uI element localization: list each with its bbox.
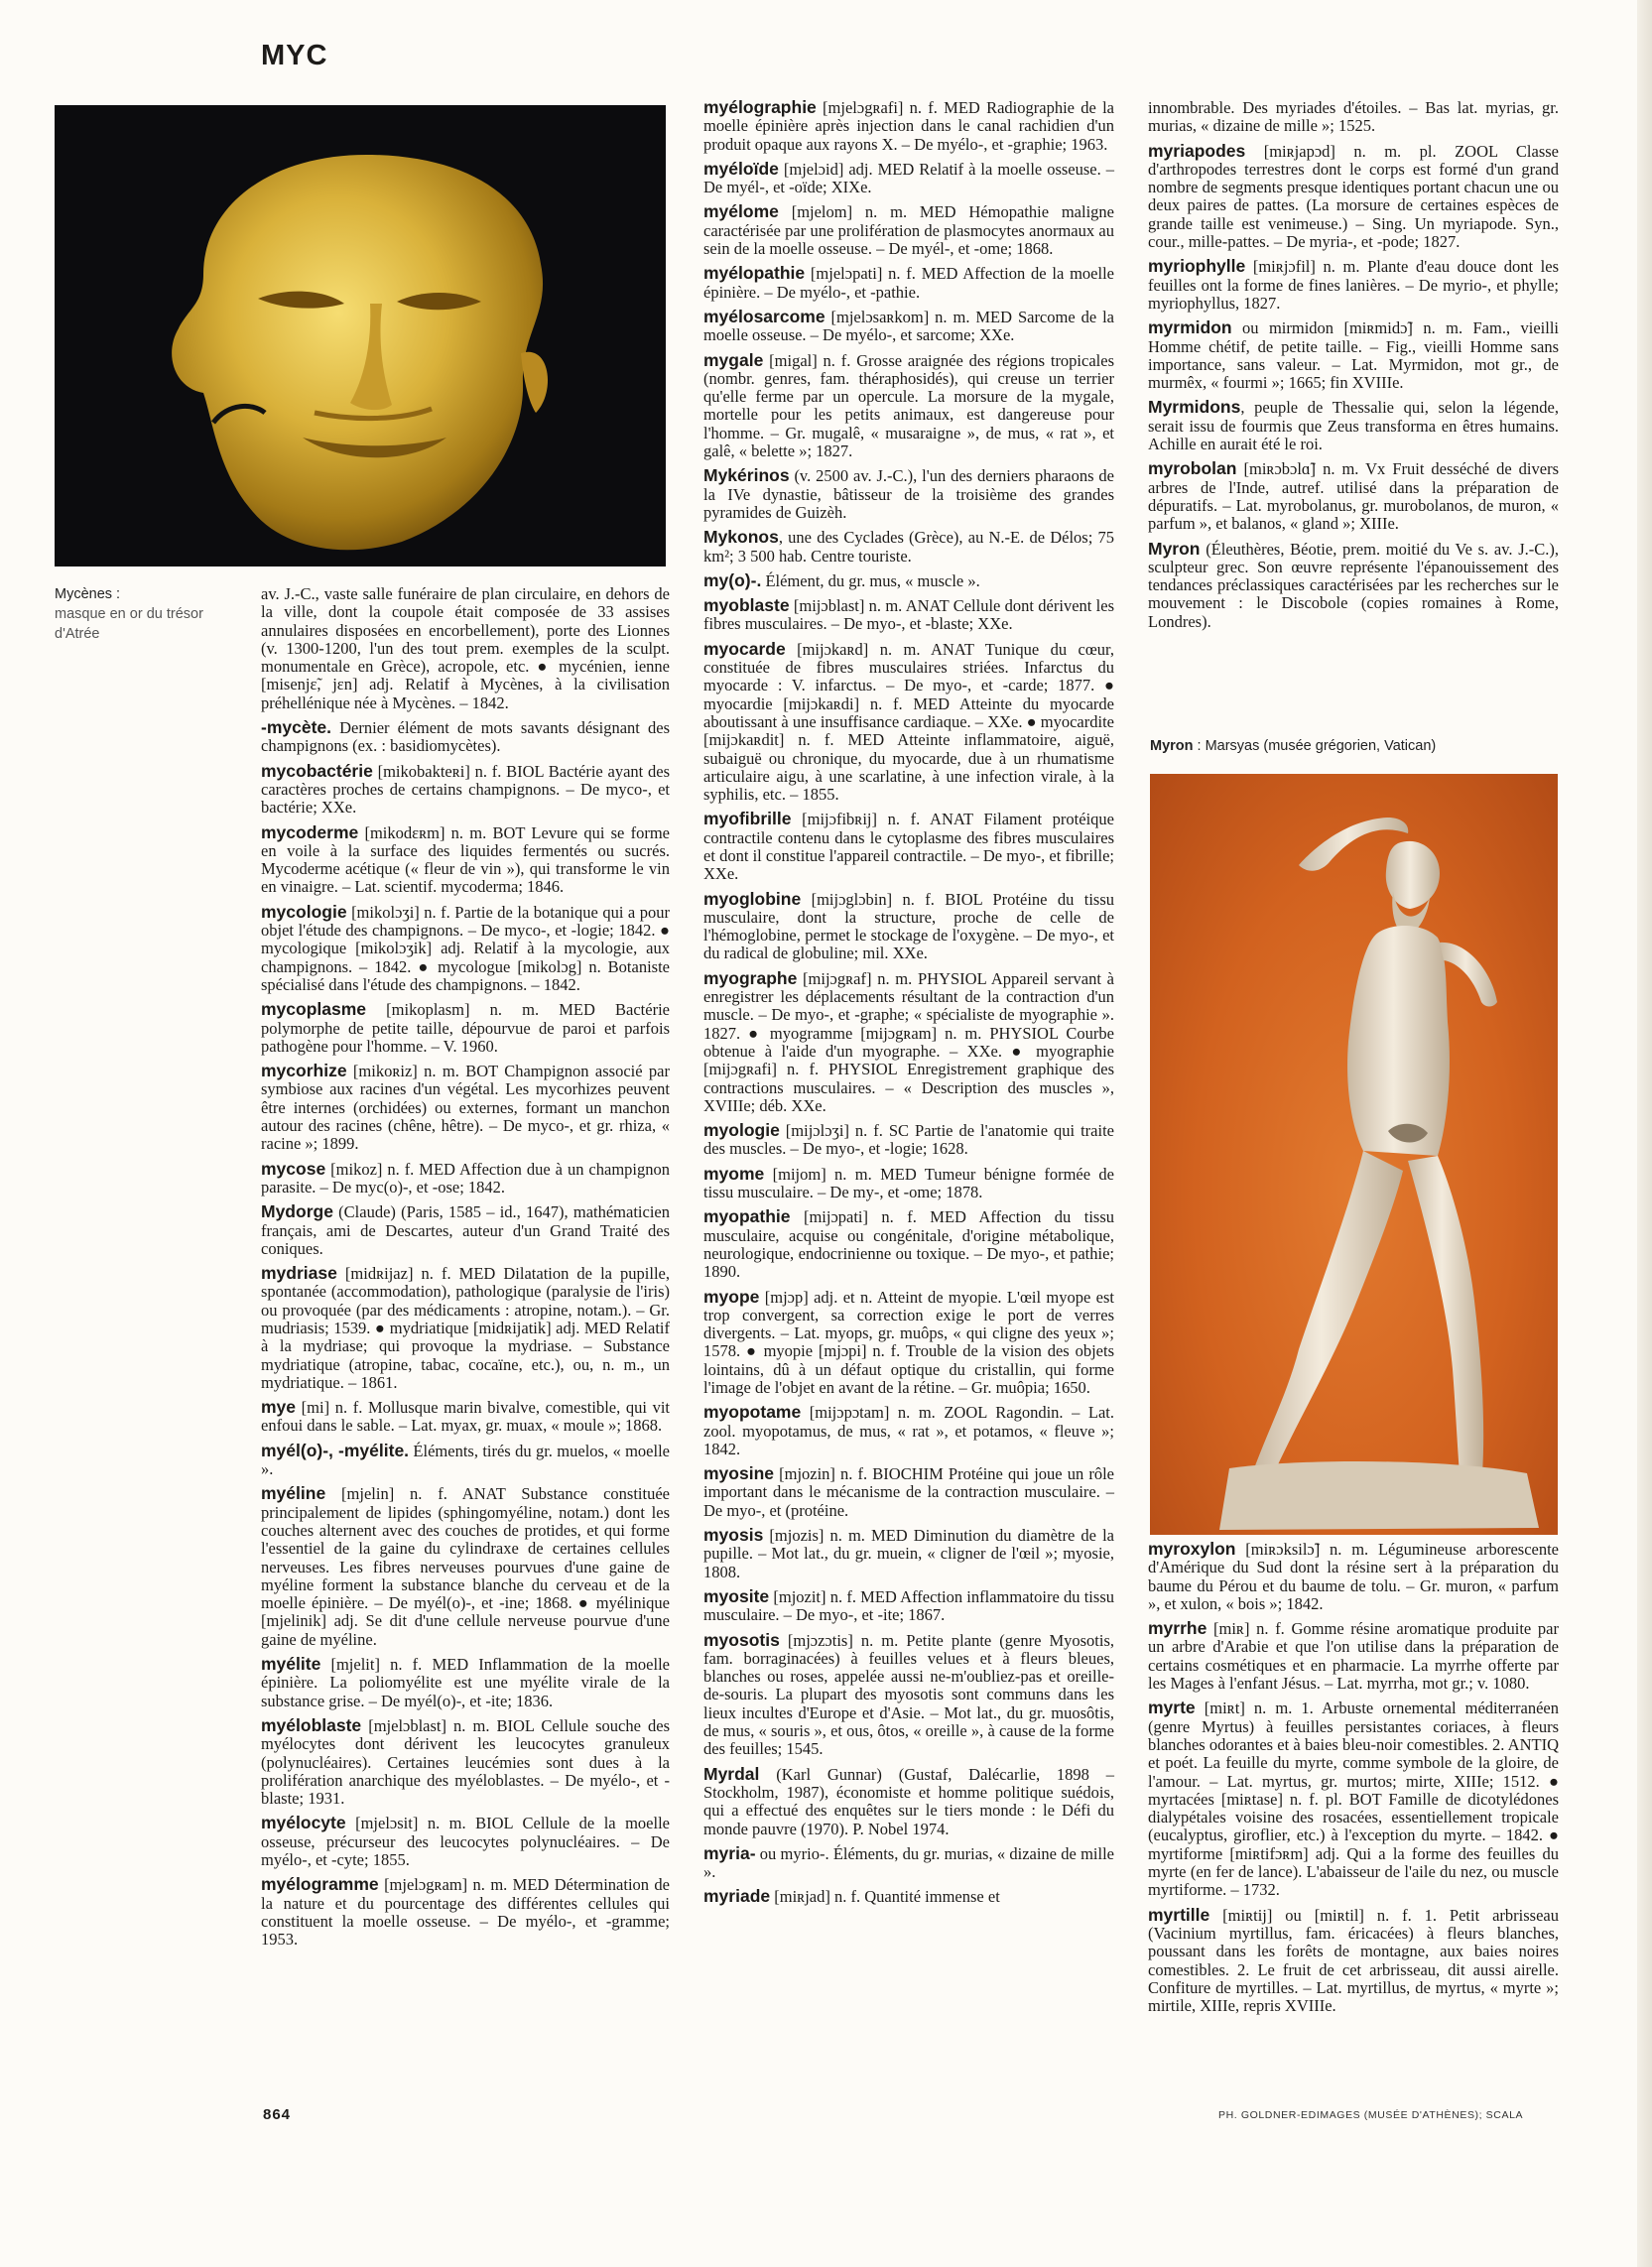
dictionary-entry <box>261 1203 670 1258</box>
dictionary-entry <box>261 1399 670 1436</box>
dictionary-entry <box>703 569 1114 590</box>
entry-headword: myosite <box>703 1585 770 1606</box>
dictionary-entry <box>1148 1904 1559 2016</box>
entry-definition: [miʀjad] n. f. Quantité immense et <box>770 1887 1000 1907</box>
dictionary-entry <box>261 901 670 994</box>
statue-caption <box>1150 738 1567 754</box>
dictionary-entry <box>703 1888 1114 1906</box>
entry-definition: [mjozis] n. m. MED Diminution du diamètre de la pupille. – Mot lat., du gr. muein, « cligner de l'œil »; myosie, 1808. <box>703 1526 1114 1581</box>
dictionary-entry <box>703 349 1114 461</box>
dictionary-entry <box>703 99 1114 154</box>
dictionary-entry <box>703 529 1114 566</box>
column-1 <box>261 585 670 1955</box>
dictionary-entry <box>703 1842 1114 1882</box>
mask-caption <box>55 584 233 644</box>
entry-headword: myélocyte <box>261 1813 346 1833</box>
entry-headword: myologie <box>703 1120 780 1141</box>
entry-definition: [miʀjapɔd] n. m. pl. ZOOL Classe d'arthropodes terrestres dont le corps est formé d'un grand nombre de segments presque identiques portant chacun une ou deux paires de pattes. (La morsure de certaines espèces de grande taille est venimeuse.) – Sing. Un myriapode. Syn., cour., mille-pattes. – De myria-, et -pode; 1827. <box>1148 141 1559 252</box>
dictionary-entry <box>703 265 1114 302</box>
entry-headword: myopathie <box>703 1206 791 1227</box>
dictionary-entry <box>1148 538 1559 631</box>
entry-definition: [mjelɔsaʀkom] n. m. MED Sarcome de la moelle osseuse. – De myélo-, et sarcome; XXe. <box>703 307 1114 345</box>
entry-definition: , une des Cyclades (Grèce), au N.-E. de Délos; 75 km²; 3 500 hab. Centre touriste. <box>703 528 1114 566</box>
dictionary-entry <box>261 1440 670 1479</box>
entry-definition: [miʀɔksilɔ̃] n. m. Légumineuse arborescente d'Amérique du Sud dont la résine sert à la préparation du baume du Pérou et du baume de tolu. – Gr. muron, « parfum », et xulon, « bois »; 1842. <box>1148 1540 1559 1613</box>
entry-headword: myoglobine <box>703 888 802 909</box>
entry-definition: (Claude) (Paris, 1585 – id., 1647), mathématicien français, ami de Descartes, auteur d'un Grand Traité des coniques. <box>261 1202 670 1258</box>
dictionary-entry <box>261 1485 670 1649</box>
entry-headword: Mykonos <box>703 527 779 548</box>
entry-headword: myrobolan <box>1148 458 1237 479</box>
photo-credit: PH. GOLDNER-EDIMAGES (MUSÉE D'ATHÈNES); SCALA <box>1218 2109 1524 2121</box>
entry-headword: myosotis <box>703 1629 780 1650</box>
entry-definition: [miʀ] n. f. Gomme résine aromatique produite par un arbre d'Arabie et que l'on utilise dans la préparation de certains cosmétiques et en pharmacie. La myrrhe offerte par les Mages à l'enfant Jésus. – Lat. myrrha, mot gr.; v. 1080. <box>1148 1619 1559 1694</box>
mask-photo <box>55 105 666 567</box>
entry-definition: [mikolɔʒi] n. f. Partie de la botanique qui a pour objet l'étude des champignons. – De myco-, et -logie; 1842. ● mycologique [mikolɔʒik] adj. Relatif à la mycologie, aux champignons. – 1842. ● mycologue [mikolɔg] n. Botaniste spécialisé dans l'étude des champignons. – 1842. <box>261 902 670 994</box>
entry-headword: myome <box>703 1163 765 1184</box>
entry-headword: mye <box>261 1397 297 1418</box>
entry-headword: mycologie <box>261 901 347 922</box>
marsyas-statue-image <box>1150 774 1558 1535</box>
page-number: 864 <box>263 2106 292 2123</box>
entry-headword: myope <box>703 1286 760 1307</box>
entry-headword: Mydorge <box>261 1201 333 1222</box>
dictionary-entry <box>1148 1541 1559 1613</box>
column-2 <box>703 99 1114 1914</box>
entry-definition: [mjɔzɔtis] n. m. Petite plante (genre Myosotis, fam. borraginacées) à feuilles velues et à fleurs bleues, blanches ou roses, appelée aussi ne-m'oubliez-pas et oreille-de-souris. La plupart des myosotis sont communs dans les lieux incultes d'Europe et d'Asie. – Mot lat., du gr. muosôtis, de mus, « souris », et ous, ôtos, « oreille », à cause de la forme des feuilles; 1545. <box>703 1630 1114 1759</box>
entry-definition: [miʀɔbɔlɑ̃] n. m. Vx Fruit desséché de divers arbres de l'Inde, autref. utilisé dans la préparation de dépuratifs. – Lat. myrobolanus, gr. murobolanos, de muron, « parfum », et balanos, « gland »; XIIIe. <box>1148 459 1559 534</box>
dictionary-entry <box>703 1122 1114 1159</box>
dictionary-entry <box>703 1404 1114 1458</box>
entry-definition: [mijɔpati] n. f. MED Affection du tissu musculaire, acquise ou congénitale, d'origine métabolique, neurologique, endocrinienne ou toxique. – De myo-, et pathie; 1890. <box>703 1207 1114 1282</box>
entry-headword: Mykérinos <box>703 465 790 486</box>
entry-definition: [mijɔgʀaf] n. m. PHYSIOL Appareil servant à enregistrer les déplacements résultant de la contraction d'un muscle. – De myo-, et -graphe; « spécialiste de myographie ». 1827. ● myogramme [mijɔgʀam] n. m. PHYSIOL Courbe obtenue à l'aide d'un myographe. – XXe. ● myographie [mijɔgʀafi] n. f. PHYSIOL Enregistrement graphique des contractions musculaires. – « Description des muscles », XVIIIe; déb. XXe. <box>703 968 1114 1115</box>
dictionary-entry <box>703 1286 1114 1398</box>
entry-definition: (Éleuthères, Béotie, prem. moitié du Ve s. av. J.-C.), sculpteur grec. Son œuvre représente l'épanouissement des tendances préclassiques caractérisées par les recherches sur le mouvement : le Discobole (copies romaines à Rome, Londres). <box>1148 539 1559 631</box>
dictionary-entry <box>1148 460 1559 533</box>
entry-definition: [mi] n. f. Mollusque marin bivalve, comestible, qui vit enfoui dans le sable. – Lat. myax, gr. muax, « moule »; 1868. <box>261 1398 670 1436</box>
dictionary-entry <box>703 1629 1114 1759</box>
entry-headword: Myron <box>1148 538 1201 559</box>
dictionary-entry <box>703 467 1114 522</box>
entry-headword: myographe <box>703 967 798 988</box>
entry-headword: myél(o)-, -myélite. <box>261 1440 410 1460</box>
statue-caption-rest: : Marsyas (musée grégorien, Vatican) <box>1193 738 1437 754</box>
entry-headword: mycoplasme <box>261 999 367 1020</box>
dictionary-entry <box>703 1208 1114 1281</box>
entry-headword: myélopathie <box>703 263 806 284</box>
dictionary-entry <box>1148 140 1559 252</box>
entry-headword: mycobactérie <box>261 760 373 781</box>
mask-caption-title: Mycènes : <box>55 586 121 602</box>
entry-definition: [mjelɔid] adj. MED Relatif à la moelle osseuse. – De myél-, et -oïde; XIXe. <box>703 159 1114 197</box>
entry-definition: [mjɔp] adj. et n. Atteint de myopie. L'œil myope est trop convergent, sa correction exige le port de verres divergents. – Lat. myops, gr. muôps, « qui cligne des yeux »; 1578. ● myopie [mjɔpi] n. f. Trouble de la vision des objets lointains, dû à un défaut optique du cristallin, qui forme l'image de l'objet en avant de la rétine. – Gr. muôpia; 1650. <box>703 1287 1114 1397</box>
dictionary-entry <box>1148 319 1559 392</box>
dictionary-entry <box>261 585 670 712</box>
entry-headword: myélome <box>703 201 779 222</box>
dictionary-entry <box>703 1527 1114 1581</box>
statue-photo <box>1150 774 1558 1535</box>
entry-headword: Myrmidons <box>1148 397 1241 418</box>
dictionary-entry <box>703 638 1114 805</box>
dictionary-entry <box>261 1714 670 1809</box>
entry-headword: myéloïde <box>703 158 779 179</box>
entry-headword: myélosarcome <box>703 306 826 326</box>
entry-definition: av. J.-C., vaste salle funéraire de plan circulaire, en dehors de la ville, dont la coupole était composée de 33 assises annulaires disposées en encorbellement), porte des Lionnes (v. 1300-1200, l'un des tout prem. exemples de la sculpt. monumentale en Grèce), acropole, etc. ● mycénien, ienne [misenjɛ̃, jɛn] adj. Relatif à Mycènes, à la civilisation préhellénique née à Mycènes. – 1842. <box>261 584 670 712</box>
dictionary-entry <box>261 1876 670 1949</box>
entry-definition: [mikoʀiz] n. m. BOT Champignon associé par symbiose aux racines d'un végétal. Les mycorhizes peuvent être internes (orchidées) ou externes, formant un manchon autour des racines (chêne, hêtre). – De myco-, et gr. rhiza, « racine »; 1899. <box>261 1062 670 1154</box>
dictionary-entry <box>703 306 1114 345</box>
dictionary-entry <box>261 1158 670 1197</box>
statue-caption-bold: Myron <box>1150 738 1194 754</box>
entry-definition: [mijɔglɔbin] n. f. BIOL Protéine du tissu musculaire, dont la structure, proche de celle de l'hémoglobine, permet le stockage de l'oxygène. – De myo-, et du radical de globuline; mil. XXe. <box>703 889 1114 963</box>
entry-headword: myrmidon <box>1148 317 1232 338</box>
entry-headword: mycose <box>261 1158 326 1179</box>
dictionary-entry <box>1148 99 1559 136</box>
entry-definition: [mjelit] n. f. MED Inflammation de la moelle épinière. La poliomyélite est une myélite virale de la substance grise. – De myél(o)-, et -ite; 1836. <box>261 1655 670 1710</box>
entry-definition: , peuple de Thessalie qui, selon la légende, serait issu de fourmis que Zeus transforma en êtres humains. Achille en aurait été le roi. <box>1148 398 1559 454</box>
dictionary-entry <box>1148 1700 1559 1899</box>
entry-headword: myocarde <box>703 638 786 659</box>
entry-definition: [mjelɔblast] n. m. BIOL Cellule souche des myélocytes dont dérivent les leucocytes granuleux (polynucléaires). Certaines leucémies sont dues à la prolifération anarchique des myéloblastes. – De myélo-, et -blaste; 1931. <box>261 1715 670 1809</box>
dictionary-entry <box>261 719 670 756</box>
entry-headword: mycoderme <box>261 821 359 842</box>
entry-headword: -mycète. <box>261 717 332 738</box>
dictionary-entry <box>703 1585 1114 1625</box>
dictionary-entry <box>703 967 1114 1115</box>
entry-definition: [mjelɔpati] n. f. MED Affection de la moelle épinière. – De myélo-, et -pathie. <box>703 264 1114 302</box>
entry-headword: myriade <box>703 1886 771 1907</box>
dictionary-entry <box>703 1465 1114 1520</box>
dictionary-entry <box>261 1656 670 1710</box>
golden-mask-image <box>55 105 666 567</box>
entry-definition: [mikoplasm] n. m. MED Bactérie polymorphe de petite taille, dépourvue de paroi et parfois pathogène pour l'homme. – V. 1960. <box>261 1000 670 1056</box>
dictionary-entry <box>261 760 670 818</box>
dictionary-entry <box>703 1163 1114 1202</box>
entry-definition: ou mirmidon [miʀmidɔ̃] n. m. Fam., vieilli Homme chétif, de petite taille. – Fig., vieilli Homme sans importance, sans valeur. – Lat. Myrmidon, mot gr., de murmêx, « fourmi »; 1665; fin XVIIIe. <box>1148 318 1559 393</box>
entry-definition: [mijɔlɔʒi] n. f. SC Partie de l'anatomie qui traite des muscles. – De myo-, et -logie; 1628. <box>703 1121 1114 1159</box>
dictionary-entry <box>703 811 1114 883</box>
entry-headword: myrte <box>1148 1698 1196 1718</box>
dictionary-entry <box>703 1763 1114 1838</box>
dictionary-entry <box>261 1815 670 1869</box>
entry-headword: myoblaste <box>703 595 790 616</box>
entry-definition: [miʀjɔfil] n. m. Plante d'eau douce dont les feuilles ont la forme de fines lanières. – De myrio-, et phylle; myriophyllus, 1827. <box>1148 257 1559 313</box>
entry-headword: myria- <box>703 1842 756 1863</box>
entry-headword: myriapodes <box>1148 140 1246 161</box>
entry-definition: [midʀijaz] n. f. MED Dilatation de la pupille, spontanée (accommodation), pathologique (paralysie de l'iris) ou provoquée (par des médicaments : atropine, notam.). – Gr. mudriasis; 1539. ● mydriatique [midʀijatik] adj. MED Relatif à la mydriase; qui provoque la mydriase. – Substance mydriatique (atropine, tabac, cocaïne, etc.), ou, n. m., un mydriatique. – 1861. <box>261 1264 670 1392</box>
entry-headword: myéloblaste <box>261 1714 362 1735</box>
dictionary-entry <box>1148 399 1559 453</box>
column-3-lower <box>1148 1541 1559 2022</box>
entry-definition: [mikobakteʀi] n. f. BIOL Bactérie ayant des caractères proches de certains champignons. – De myco-, et bactérie; XXe. <box>261 761 670 818</box>
entry-definition: Éléments, tirés du gr. muelos, « moelle ». <box>261 1441 670 1479</box>
dictionary-entry <box>703 203 1114 258</box>
entry-headword: mycorhize <box>261 1061 347 1081</box>
entry-definition: Élément, du gr. mus, « muscle ». <box>761 570 980 590</box>
entry-headword: Myrdal <box>703 1763 760 1784</box>
entry-headword: myélogramme <box>261 1874 379 1895</box>
entry-headword: myélographie <box>703 97 817 117</box>
dictionary-entry <box>261 821 670 897</box>
entry-definition: [mijɔkaʀd] n. m. ANAT Tunique du cœur, constituée de fibres musculaires striées. Infarctus du myocarde : V. infarctus. – De myo-, et -carde; 1877. ● myocardie [mijɔkaʀdi] n. f. MED Atteinte du myocarde aboutissant à une insuffisance cardiaque. – XXe. ● myocardite [mijɔkaʀdit] n. f. MED Atteinte inflammatoire, aiguë, subaiguë ou chronique, du myocarde, due à un rhumatisme articulaire aigu, à une scarlatine, à une infection virale, à la syphilis, etc. – 1855. <box>703 639 1114 805</box>
entry-definition: [mjelin] n. f. ANAT Substance constituée principalement de lipides (sphingomyéline, notam.) dont les couches alternent avec des couches de protides, et qui forme l'essentiel de la gaine du cylindraxe de certaines cellules nerveuses. Les fibres nerveuses pourvues d'une gaine de myéline forment la substance blanche du cerveau et de la moelle épinière. – De myél(o)-, et -ine; 1868. ● myélinique [mjelinik] adj. Se dit d'une cellule nerveuse pourvue d'une gaine de myéline. <box>261 1484 670 1649</box>
entry-headword: myéline <box>261 1483 326 1504</box>
mask-caption-subtitle: masque en or du trésor d'Atrée <box>55 606 203 642</box>
entry-definition: innombrable. Des myriades d'étoiles. – Bas lat. myrias, gr. murias, « dizaine de mille »; 1525. <box>1148 98 1559 136</box>
entry-definition: [mjelom] n. m. MED Hémopathie maligne caractérisée par une prolifération de plasmocytes anormaux au sein de la moelle osseuse. – De myél-, et -ome; 1868. <box>703 202 1114 259</box>
entry-definition: [mjelɔsit] n. m. BIOL Cellule de la moelle osseuse, précurseur des leucocytes polynucléaires. – De myélo-, et -cyte; 1855. <box>261 1814 670 1869</box>
dictionary-entry <box>1148 258 1559 313</box>
entry-headword: mydriase <box>261 1263 337 1284</box>
entry-definition: [mjozit] n. f. MED Affection inflammatoire du tissu musculaire. – De myo-, et -ite; 1867. <box>703 1586 1114 1625</box>
entry-definition: (Karl Gunnar) (Gustaf, Dalécarlie, 1898 – Stockholm, 1987), économiste et homme politique suédois, qui a effectué des enquêtes sur le tiers monde : le Défi du monde pauvre (1970). P. Nobel 1974. <box>703 1764 1114 1838</box>
entry-headword: myofibrille <box>703 809 792 829</box>
entry-headword: myriophylle <box>1148 256 1246 277</box>
entry-definition: [miʀtij] ou [miʀtil] n. f. 1. Petit arbrisseau (Vacinium myrtillus, fam. éricacées) à fleurs blanches, poussant dans les forêts de montagne, aux baies noires comestibles. 2. Le fruit de cet arbrisseau, dit aussi airelle. Confiture de myrtilles. – Lat. myrtillus, de myrtus, « myrte »; mirtile, XIIIe, repris XVIIIe. <box>1148 1905 1559 2016</box>
entry-definition: [mjelɔgʀafi] n. f. MED Radiographie de la moelle épinière après injection dans le canal rachidien d'un produit opaque aux rayons X. – De myélo-, et -graphie; 1963. <box>703 98 1114 154</box>
column-3-upper <box>1148 99 1559 638</box>
entry-definition: [mijɔpɔtam] n. m. ZOOL Ragondin. – Lat. zool. myopotamus, de mus, « rat », et potamos, « fleuve »; 1842. <box>703 1403 1114 1458</box>
dictionary-entry <box>703 888 1114 963</box>
entry-definition: ou myrio-. Éléments, du gr. murias, « dizaine de mille ». <box>703 1843 1114 1882</box>
dictionary-entry <box>261 1063 670 1153</box>
page-edge <box>1637 0 1652 2267</box>
entry-headword: mygale <box>703 349 764 370</box>
dictionary-entry <box>703 158 1114 197</box>
entry-headword: myroxylon <box>1148 1539 1236 1559</box>
entry-headword: myélite <box>261 1654 321 1675</box>
entry-definition: [mijɔblast] n. m. ANAT Cellule dont dérivent les fibres musculaires. – De myo-, et -blaste; XXe. <box>703 596 1114 634</box>
entry-definition: [migal] n. f. Grosse araignée des régions tropicales (nombr. genres, fam. théraphosidés), qui creuse un terrier qu'elle ferme par un opercule. La morsure de la mygale, mortelle pour les petits animaux, est dangereuse pour l'homme. – Gr. mugalê, « musaraigne », de mus, « rat », et galê, « belette »; 1827. <box>703 350 1114 461</box>
entry-headword: myopotame <box>703 1402 802 1423</box>
entry-headword: myrrhe <box>1148 1618 1207 1639</box>
entry-headword: my(o)-. <box>703 569 762 590</box>
running-head: MYC <box>261 40 328 71</box>
entry-headword: myosine <box>703 1463 774 1484</box>
dictionary-entry <box>1148 1620 1559 1693</box>
entry-headword: myrtille <box>1148 1904 1210 1925</box>
entry-definition: [mijɔfibʀij] n. f. ANAT Filament protéique contractile contenu dans le cytoplasme des fibres musculaires et dont il constitue l'appareil contractile. – De myo-, et fibrille; XXe. <box>703 810 1114 884</box>
entry-definition: [mjozin] n. f. BIOCHIM Protéine qui joue un rôle important dans le mécanisme de la contraction musculaire. – De myo-, et (protéine. <box>703 1464 1114 1520</box>
entry-definition: [mjelɔgʀam] n. m. MED Détermination de la nature et du pourcentage des différentes cellules qui constituent la moelle osseuse. – De myélo-, et -gramme; 1953. <box>261 1875 670 1950</box>
entry-definition: [mikoz] n. f. MED Affection due à un champignon parasite. – De myc(o)-, et -ose; 1842. <box>261 1159 670 1196</box>
entry-definition: [miʀt] n. m. 1. Arbuste ornemental méditerranéen (genre Myrtus) à feuilles persistantes coriaces, à fleurs blanches odorantes et à baies bleu-noir comestibles. 2. ANTIQ et poét. La feuille du myrte, comme symbole de la gloire, de l'amour. – Lat. myrtus, gr. murtos; mirte, XIIIe; 1512. ● myrtacées [miʀtase] n. f. pl. BOT Famille de dicotylédones dialypétales voisine des rosacées, essentiellement tropicale (eucalyptus, giroflier, etc.) à l'exception du myrte. – 1842. ● myrtiforme [miʀtifɔʀm] adj. Qui a la forme des feuilles du myrte (en fer de lance). L'abaisseur de l'aile du nez, ou muscle myrtiforme. – 1732. <box>1148 1699 1559 1900</box>
entry-headword: myosis <box>703 1525 764 1546</box>
entry-definition: Dernier élément de mots savants désignant des champignons (ex. : basidiomycètes). <box>261 718 670 756</box>
dictionary-entry <box>261 1265 670 1392</box>
entry-definition: (v. 2500 av. J.-C.), l'un des derniers pharaons de la IVe dynastie, bâtisseur de la troisième des grandes pyramides de Guizèh. <box>703 466 1114 522</box>
dictionary-entry <box>703 597 1114 634</box>
dictionary-entry <box>261 1001 670 1056</box>
entry-definition: [mijom] n. m. MED Tumeur bénigne formée de tissu musculaire. – De my-, et -ome; 1878. <box>703 1164 1114 1202</box>
entry-definition: [mikodɛʀm] n. m. BOT Levure qui se forme en voile à la surface des liquides fermentés ou sucrés. Mycoderme acétique (« fleur de vin »), qui transforme le vin en vinaigre. – Lat. scientif. mycoderma; 1846. <box>261 822 670 897</box>
